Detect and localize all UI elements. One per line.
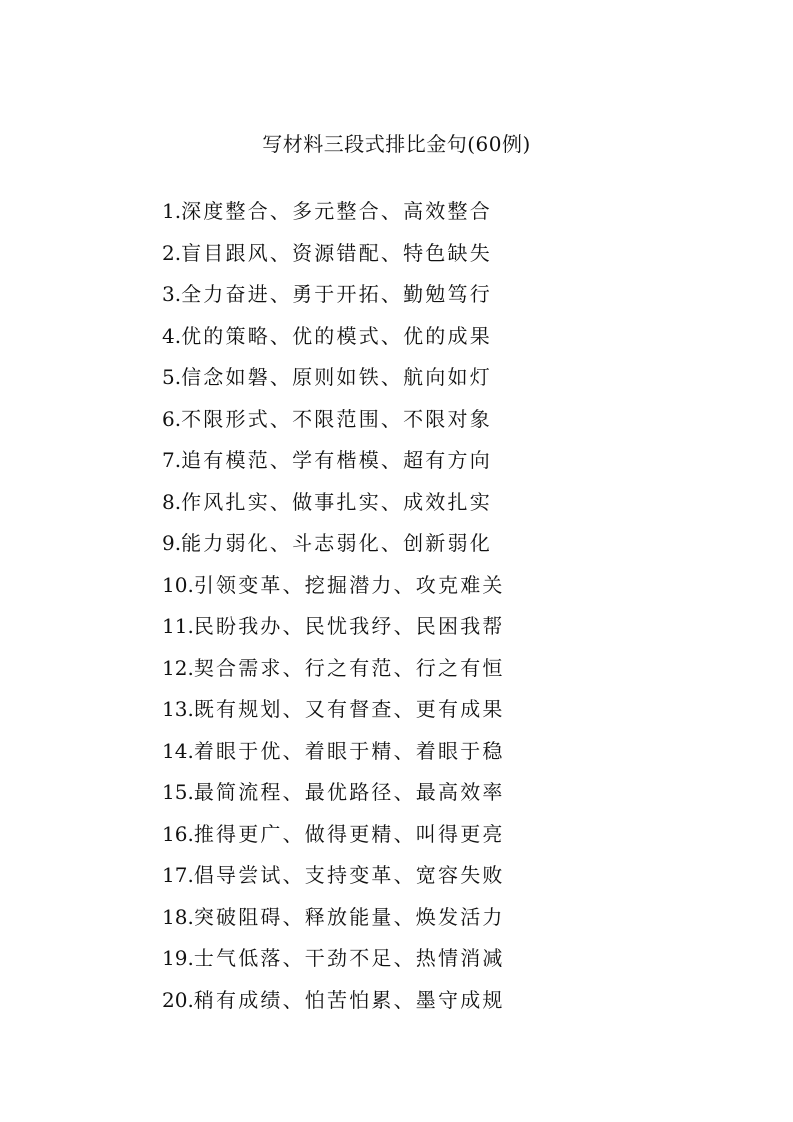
item-number: 17.: [162, 863, 194, 887]
item-text: 稍有成绩、怕苦怕累、墨守成规: [193, 987, 505, 1012]
item-text: 作风扎实、做事扎实、成效扎实: [181, 489, 492, 514]
list-item: [162, 610, 505, 652]
item-number: 6.: [162, 406, 182, 431]
item-number: 19.: [162, 946, 194, 970]
item-number: 12.: [162, 655, 194, 680]
item-text: 全力奋进、勇于开拓、勤勉笃行: [181, 282, 492, 306]
item-number: 5.: [162, 365, 182, 389]
item-text: 倡导尝试、支持变革、宽容失败: [193, 863, 505, 887]
list-item: [162, 361, 505, 403]
list-item: [162, 818, 505, 860]
item-number: 2.: [162, 240, 182, 265]
list-item: [162, 569, 505, 611]
list-item: [162, 901, 505, 943]
item-number: 4.: [162, 323, 182, 348]
list-item: [162, 403, 505, 445]
item-number: 15.: [162, 780, 194, 804]
list-item: [162, 444, 505, 486]
item-text: 最简流程、最优路径、最高效率: [193, 780, 505, 804]
item-number: 10.: [162, 572, 194, 597]
item-number: 9.: [162, 531, 182, 555]
item-text: 不限形式、不限范围、不限对象: [181, 406, 492, 431]
item-text: 既有规划、又有督查、更有成果: [193, 697, 505, 721]
item-text: 优的策略、优的模式、优的成果: [181, 323, 492, 348]
list-item: [162, 693, 505, 735]
item-text: 突破阻碍、释放能量、焕发活力: [193, 904, 505, 929]
item-text: 士气低落、干劲不足、热情消减: [193, 946, 505, 970]
item-number: 13.: [162, 697, 194, 721]
phrase-list: [162, 195, 505, 1025]
item-number: 7.: [162, 448, 182, 472]
list-item: [162, 984, 505, 1026]
item-text: 着眼于优、着眼于精、着眼于稳: [193, 738, 505, 763]
item-number: 16.: [162, 821, 194, 846]
item-number: 20.: [162, 987, 194, 1012]
list-item: [162, 776, 505, 818]
list-item: [162, 278, 505, 320]
item-text: 信念如磐、原则如铁、航向如灯: [181, 365, 492, 389]
list-item: [162, 942, 505, 984]
item-text: 深度整合、多元整合、高效整合: [181, 199, 492, 223]
item-text: 契合需求、行之有范、行之有恒: [193, 655, 505, 680]
item-text: 推得更广、做得更精、叫得更亮: [193, 821, 505, 846]
list-item: [162, 859, 505, 901]
item-number: 18.: [162, 904, 194, 929]
list-item: [162, 652, 505, 694]
list-item: [162, 527, 505, 569]
item-number: 8.: [162, 489, 182, 514]
item-number: 3.: [162, 282, 182, 306]
item-number: 11.: [162, 614, 194, 638]
item-text: 能力弱化、斗志弱化、创新弱化: [181, 531, 492, 555]
item-text: 引领变革、挖掘潜力、攻克难关: [193, 572, 505, 597]
list-item: [162, 320, 505, 362]
list-item: [162, 195, 505, 237]
item-number: 14.: [162, 738, 194, 763]
list-item: [162, 735, 505, 777]
item-text: 盲目跟风、资源错配、特色缺失: [181, 240, 492, 265]
list-item: [162, 237, 505, 279]
list-item: [162, 486, 505, 528]
item-text: 民盼我办、民忧我纾、民困我帮: [193, 614, 505, 638]
item-number: 1.: [162, 199, 182, 223]
item-text: 追有模范、学有楷模、超有方向: [181, 448, 492, 472]
document-title: 写材料三段式排比金句(60例): [262, 132, 531, 156]
